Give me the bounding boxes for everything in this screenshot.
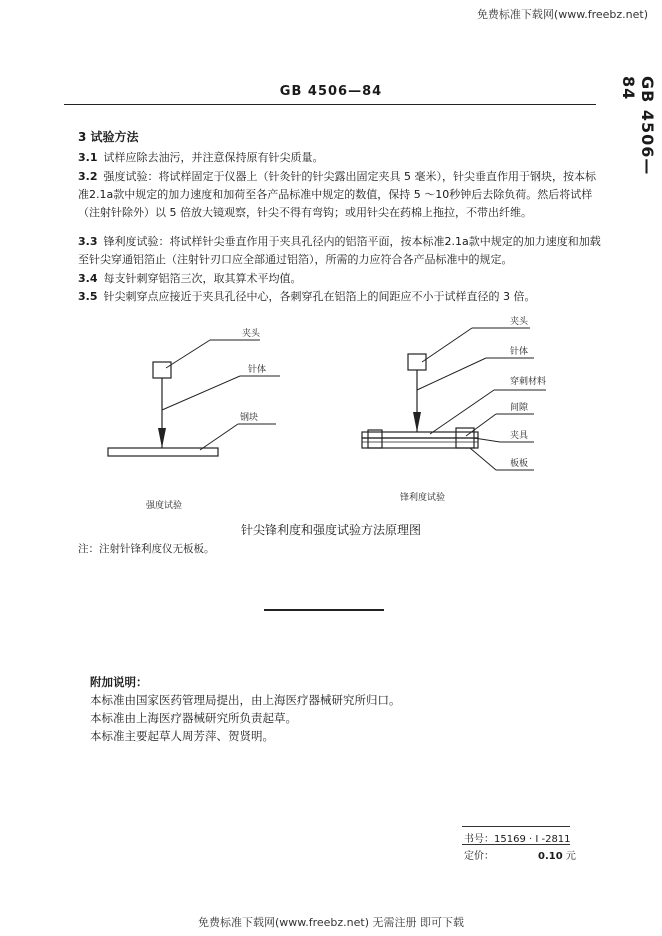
item-3-2 bbox=[78, 168, 604, 222]
item-text: 针尖刺穿点应接近于夹具孔径中心，各刺穿孔在铝箔上的间距应不小于试样直径的 3 倍。 bbox=[103, 290, 536, 303]
strength-test-diagram bbox=[108, 327, 280, 511]
price bbox=[464, 847, 576, 862]
left-needle-tip bbox=[158, 428, 166, 448]
book-number-label: 书号： bbox=[464, 834, 494, 845]
price-value: 0.10 bbox=[538, 851, 563, 862]
item-3-1 bbox=[78, 149, 604, 167]
additional-line-1: 本标准由国家医药管理局提出，由上海医疗器械研究所归口。 bbox=[90, 693, 401, 707]
left-clamp bbox=[153, 362, 171, 378]
item-number: 3.4 bbox=[78, 272, 98, 285]
item-number: 3.5 bbox=[78, 290, 98, 303]
additional-notes-title: 附加说明： bbox=[90, 675, 148, 689]
right-clamp bbox=[408, 354, 426, 370]
right-fixture-bottom bbox=[362, 438, 478, 448]
figure-title: 针尖锋利度和强度试验方法原理图 bbox=[240, 523, 421, 537]
leader-steel bbox=[200, 424, 238, 450]
leader-clamp bbox=[166, 340, 210, 368]
additional-line-2: 本标准由上海医疗器械研究所负责起草。 bbox=[90, 711, 297, 725]
label-right-clamp: 夹头 bbox=[510, 317, 529, 327]
label-gap: 间隙 bbox=[510, 403, 529, 413]
leader-material bbox=[430, 390, 494, 434]
item-3-5 bbox=[78, 288, 604, 306]
leader-right-needle bbox=[417, 358, 486, 390]
item-text: 锋利度试验：将试样针尖垂直作用于夹具孔径内的铝箔平面，按本标准2.1a款中规定的加力速度和加载至针尖穿通铝箔止（注射针刃口应全部通过铝箔），所需的力应符合各产品标准中的规定。 bbox=[78, 235, 601, 266]
caption-strength: 强度试验 bbox=[146, 501, 183, 511]
additional-line-3: 本标准主要起草人周芳萍、贺贤明。 bbox=[90, 729, 274, 743]
price-label: 定价： bbox=[464, 851, 494, 862]
right-needle-tip bbox=[413, 412, 421, 432]
price-unit: 元 bbox=[565, 851, 576, 862]
figure-note: 注：注射针锋利度仪无板板。 bbox=[78, 543, 215, 555]
end-rule bbox=[264, 609, 384, 611]
section-title: 3 试验方法 bbox=[78, 130, 139, 144]
label-material: 穿刺材料 bbox=[510, 377, 547, 387]
item-text: 每支针刺穿铝箔三次，取其算术平均值。 bbox=[103, 272, 302, 285]
label-needle: 针体 bbox=[248, 365, 267, 375]
side-standard-code: GB 4506—84 bbox=[619, 76, 657, 176]
item-number: 3.3 bbox=[78, 235, 98, 248]
sharpness-test-diagram bbox=[362, 315, 546, 503]
leader-needle bbox=[162, 376, 240, 410]
pub-rule-top bbox=[462, 826, 570, 827]
label-clamp: 夹头 bbox=[242, 329, 261, 339]
leader-plate bbox=[470, 448, 496, 470]
label-plate: 板板 bbox=[510, 459, 529, 469]
leader-gap bbox=[466, 414, 496, 436]
caption-sharpness: 锋利度试验 bbox=[400, 493, 446, 503]
watermark-bottom: 免费标准下载网(www.freebz.net) 无需注册 即可下载 bbox=[197, 916, 465, 929]
label-fixture: 夹具 bbox=[510, 431, 529, 441]
book-number bbox=[464, 830, 571, 845]
leader-right-clamp bbox=[422, 328, 472, 362]
watermark-top: 免费标准下载网(www.freebz.net) bbox=[476, 8, 648, 21]
label-steel: 钢块 bbox=[240, 413, 259, 423]
header-rule bbox=[64, 104, 596, 105]
header-standard-code: GB 4506—84 bbox=[279, 84, 383, 99]
item-number: 3.1 bbox=[78, 151, 98, 164]
item-3-4 bbox=[78, 270, 604, 288]
pub-rule-mid bbox=[462, 844, 570, 845]
item-text: 强度试验：将试样固定于仪器上（针灸针的针尖露出固定夹具 5 毫米），针尖垂直作用于钢块，按本标准2.1a款中规定的加力速度和加荷至各产品标准中规定的数值，保持 5 ～10秒钟后去除负荷。然后将试样（注射针除外）以 5 倍放大镜观察，针尖不得有弯钩；或用针尖在药棉上拖拉，不带出纤维。 bbox=[78, 170, 596, 219]
item-text: 试样应除去油污，并注意保持原有针尖质量。 bbox=[103, 151, 324, 164]
label-right-needle: 针体 bbox=[510, 347, 529, 357]
test-method-diagram bbox=[90, 310, 570, 520]
right-fixture-top bbox=[362, 432, 478, 438]
item-number: 3.2 bbox=[78, 170, 98, 183]
book-number-value: 15169 · I -2811 bbox=[494, 834, 571, 845]
item-3-3 bbox=[78, 233, 604, 269]
